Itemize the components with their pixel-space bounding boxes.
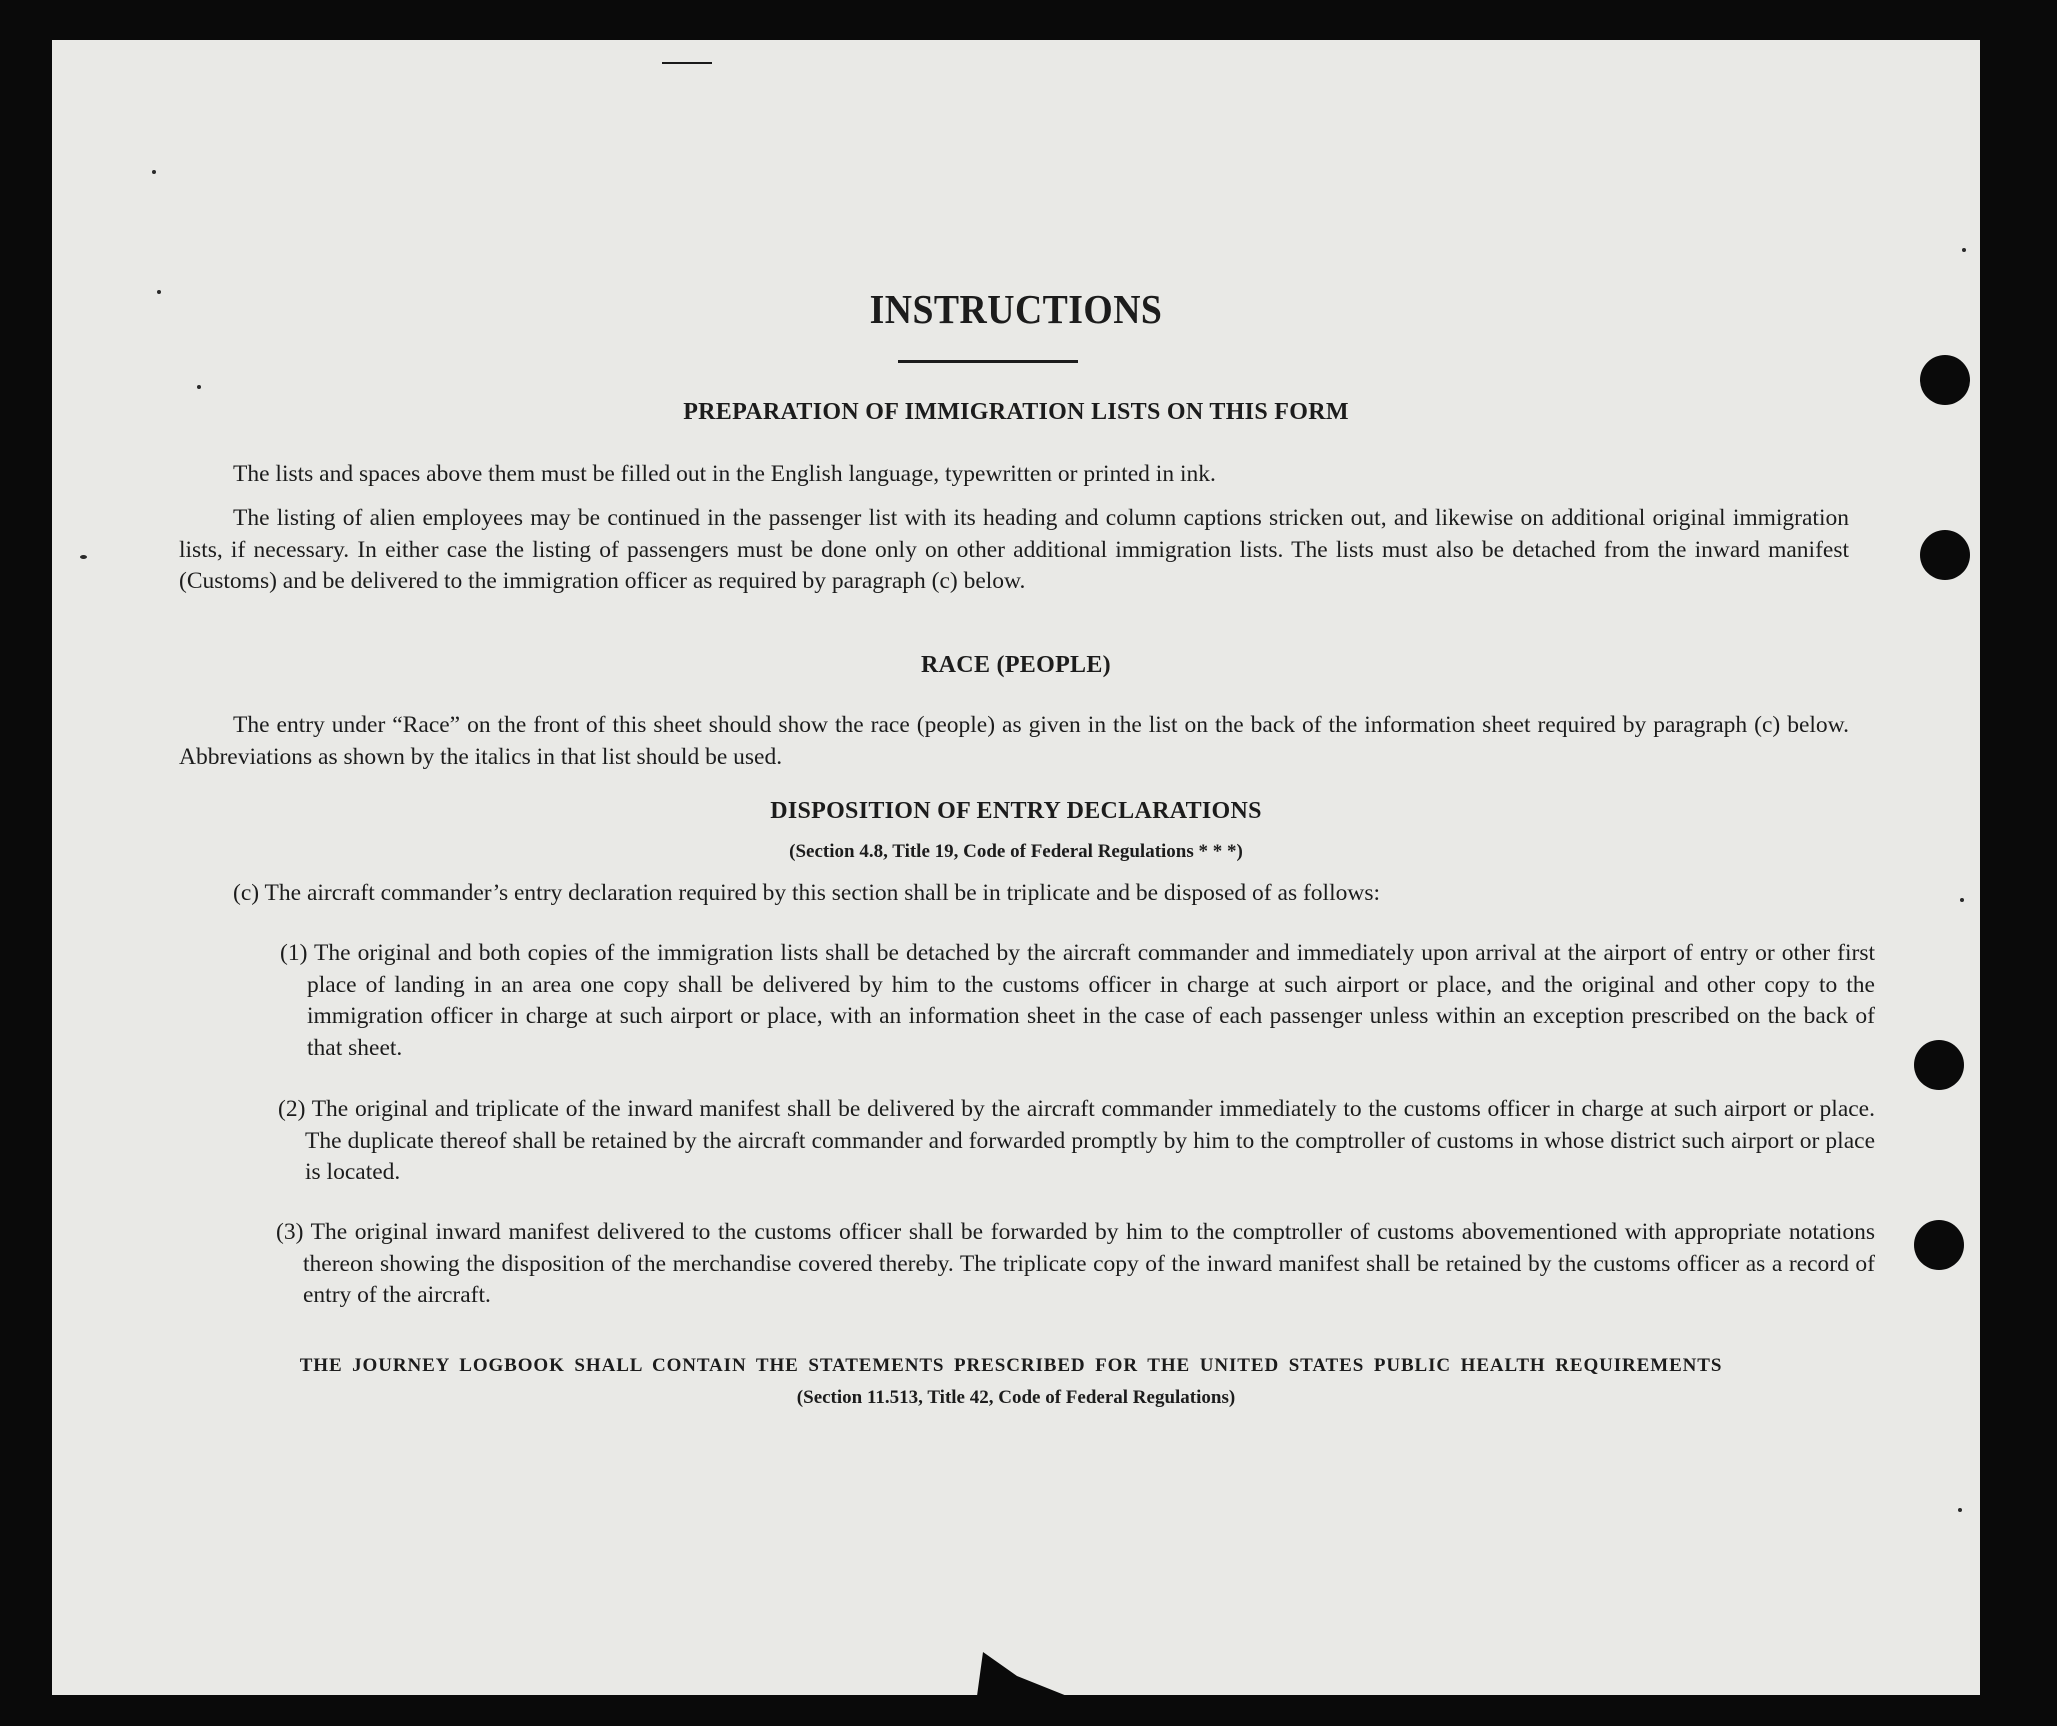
paragraph-race-entry: The entry under “Race” on the front of this sheet should show the race (people) as given in the list on the back of the information sheet required by paragraph (c) below. Abbreviations as shown by the italics in that list should be used.	[179, 712, 1849, 770]
document-page	[52, 40, 1980, 1695]
page-title: INSTRUCTIONS	[869, 286, 1163, 332]
title-underline	[898, 360, 1078, 363]
scan-speck	[197, 385, 201, 389]
section-heading-preparation: PREPARATION OF IMMIGRATION LISTS ON THIS FORM	[683, 399, 1349, 425]
paragraph-english-language: The lists and spaces above them must be filled out in the English language, typewritten or printed in ink.	[233, 461, 1216, 487]
list-item-2: (2) The original and triplicate of the inward manifest shall be delivered by the aircraft commander immediately to the customs officer in charge at such airport or place. The duplicate thereof shall be retained by the aircraft commander and forwarded promptly by him to the comptroller of customs in whose district such airport or place is located.	[278, 1096, 1875, 1185]
punch-hole	[1920, 530, 1970, 580]
scan-speck	[1958, 1508, 1962, 1512]
paper-tear	[977, 1632, 1067, 1695]
footer-citation: (Section 11.513, Title 42, Code of Federal Regulations)	[796, 1387, 1236, 1408]
scan-mark	[662, 62, 712, 64]
paragraph-alien-employees: The listing of alien employees may be continued in the passenger list with its heading and column captions stricken out, and likewise on additional original immigration lists, if necessary. In either case the listing of passengers must be done only on other additional immigration lists. The lists must also be detached from the inward manifest (Customs) and be delivered to the immigration officer as required by paragraph (c) below.	[179, 505, 1849, 594]
list-item-3: (3) The original inward manifest delivered to the customs officer shall be forwarded by him to the comptroller of customs abovementioned with appropriate notations thereon showing the disposition of the merchandise covered thereby. The triplicate copy of the inward manifest shall be retained by the customs officer as a record of entry of the aircraft.	[276, 1219, 1875, 1308]
scan-speck	[80, 555, 87, 559]
section-heading-race: RACE (PEOPLE)	[921, 652, 1111, 678]
punch-hole	[1914, 1040, 1964, 1090]
section-citation: (Section 4.8, Title 19, Code of Federal Regulations * * *)	[789, 841, 1243, 862]
punch-hole	[1920, 355, 1970, 405]
section-heading-disposition: DISPOSITION OF ENTRY DECLARATIONS	[770, 798, 1262, 824]
paragraph-entry-declaration: (c) The aircraft commander’s entry declaration required by this section shall be in triplicate and be disposed of as follows:	[233, 880, 1380, 906]
scan-speck	[152, 170, 156, 174]
scan-speck	[1962, 248, 1966, 252]
list-item-1: (1) The original and both copies of the immigration lists shall be detached by the aircraft commander and immediately upon arrival at the airport of entry or other first place of landing in an area one copy shall be delivered by him to the customs officer in charge at such airport or place, and the original and other copy to the immigration officer in charge at such airport or place, with an information sheet in the case of each passenger unless within an exception prescribed on the back of that sheet.	[280, 940, 1875, 1061]
footer-requirements: THE JOURNEY LOGBOOK SHALL CONTAIN THE STATEMENTS PRESCRIBED FOR THE UNITED STATES PUBLIC HEALTH REQUIREMENTS	[299, 1355, 1723, 1376]
punch-hole	[1914, 1220, 1964, 1270]
scan-speck	[1960, 898, 1964, 902]
